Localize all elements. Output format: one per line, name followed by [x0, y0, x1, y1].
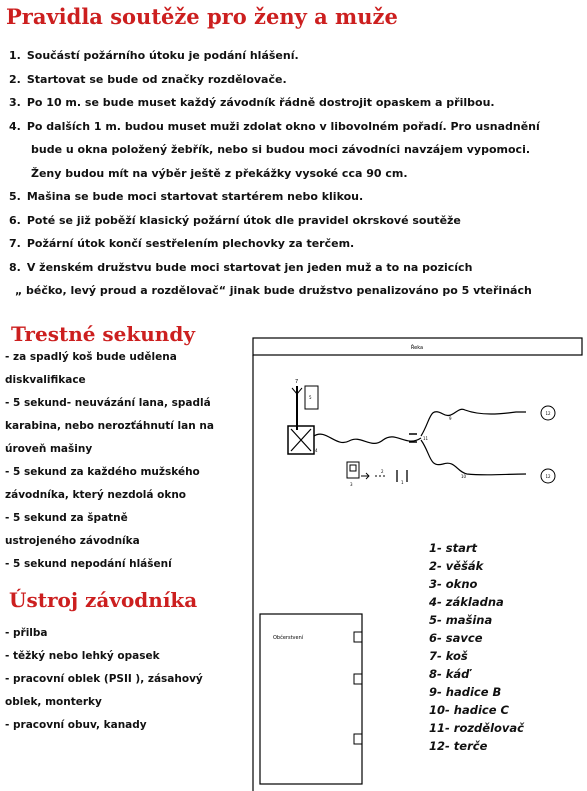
diagram-legend [429, 539, 524, 755]
rule-item [9, 232, 581, 256]
mark-label: 10 [461, 474, 467, 479]
rule-number: 4. [9, 119, 21, 133]
hose-c-lower [421, 440, 526, 475]
rule-number: 6. [9, 213, 21, 227]
door-icon [354, 674, 362, 684]
mark-label: 1 [401, 480, 404, 485]
rule-continuation: Ženy budou mít na výběr ještě z překážky vysoké cca 90 cm. [31, 166, 408, 180]
penalty-line: karabina, nebo nerozťáhnutí lan na [5, 420, 214, 432]
rule-text: Startovat se bude od značky rozdělovače. [26, 72, 287, 86]
penalty-line: ustrojeného závodníka [5, 535, 140, 547]
legend-item: 5- mašina [429, 613, 493, 627]
outfit-line: - těžký nebo lehký opasek [5, 650, 160, 662]
penalty-list [5, 346, 214, 576]
rule-number: 8. [9, 260, 21, 274]
penalty-line: - 5 sekund- neuvázání lana, spadlá [5, 397, 211, 409]
door-icon [354, 734, 362, 744]
window-pane [350, 465, 356, 471]
rule-text: Požární útok končí sestřelením plechovky za terčem. [26, 237, 355, 250]
penalty-line: - za spadlý koš bude udělena [5, 351, 177, 363]
rule-number: 2. [9, 72, 21, 86]
rule-item [9, 44, 581, 68]
legend-item: 9- hadice B [429, 685, 502, 699]
legend-item: 7- koš [429, 649, 468, 663]
rule-number: 5. [9, 190, 21, 203]
rule-text: Mašina se bude moci startovat startérem nebo klikou. [26, 190, 364, 203]
legend-item: 2- věšák [429, 559, 484, 573]
rule-item [9, 256, 581, 280]
legend-item: 1- start [429, 541, 478, 555]
legend-item: 3- okno [429, 577, 478, 591]
page-title: Pravidla soutěže pro ženy a muže [6, 4, 398, 29]
rule-item [9, 115, 581, 139]
legend-item: 10- hadice C [429, 703, 509, 717]
mark-label: 12 [545, 474, 551, 479]
pump-icon [291, 429, 311, 451]
rule-continuation: „ béčko, levý proud a rozdělovač“ jinak bude družstvo penalizováno po 5 vteřinách [15, 284, 532, 297]
rule-text: Součástí požárního útoku je podání hlášení. [26, 49, 299, 62]
refreshment-label: Občerstvení [273, 635, 304, 641]
mark-label: 4 [315, 448, 318, 453]
course-diagram [251, 336, 585, 791]
legend-item: 4- základna [429, 595, 504, 609]
outfit-line: - pracovní oblek (PSII ), zásahový [5, 673, 203, 685]
mark-label: 12 [545, 411, 551, 416]
outfit-heading: Ústroj závodníka [9, 588, 198, 612]
rule-text: V ženském družstvu bude moci startovat jen jeden muž a to na pozicích [26, 260, 473, 274]
mark-label: 5 [309, 395, 312, 400]
rule-item [9, 185, 581, 209]
river-label: Řeka [410, 345, 424, 351]
mark-label: 11 [423, 436, 429, 441]
rule-item [9, 209, 581, 233]
hose-b [314, 434, 421, 443]
outfit-list [5, 622, 203, 737]
mark-label: 2 [381, 469, 384, 474]
penalty-line: úroveň mašiny [5, 443, 93, 455]
outfit-line: - přilba [5, 627, 48, 639]
legend-item: 11- rozdělovač [429, 721, 524, 735]
mark-label: 3 [350, 482, 353, 487]
rule-continuation: bude u okna položený žebřík, nebo si budou moci závodníci navzájem vypomoci. [31, 143, 531, 156]
outfit-line: oblek, monterky [5, 696, 102, 708]
rule-item [9, 91, 581, 115]
legend-item: 6- savce [429, 631, 483, 645]
penalty-line: závodníka, který nezdolá okno [5, 489, 187, 501]
rule-number: 7. [9, 237, 21, 250]
rule-number: 1. [9, 49, 21, 62]
penalty-heading: Trestné sekundy [11, 322, 195, 346]
window-icon [347, 462, 359, 478]
mark-label: 9 [449, 416, 452, 421]
rule-text: Po dalších 1 m. budou muset muži zdolat okno v libovolném pořadí. Pro usnadnění [26, 119, 540, 133]
mark-label: 7 [295, 379, 299, 385]
arrow-icon [361, 473, 369, 479]
rules-list [9, 44, 581, 303]
hose-c-upper [421, 409, 526, 436]
legend-item: 8- káď [429, 667, 470, 681]
penalty-line: - 5 sekund za každého mužského [5, 466, 200, 478]
rule-number: 3. [9, 96, 21, 109]
rule-text: Poté se již poběží klasický požární útok dle pravidel okrskové soutěže [26, 213, 461, 227]
door-icon [354, 632, 362, 642]
penalty-line: diskvalifikace [5, 374, 86, 386]
rule-item [9, 68, 581, 92]
penalty-line: - 5 sekund za špatně [5, 512, 128, 524]
legend-item: 12- terče [429, 739, 488, 753]
rule-text: Po 10 m. se bude muset každý závodník řádně dostrojit opaskem a přilbou. [26, 96, 495, 109]
penalty-line: - 5 sekund nepodání hlášení [5, 558, 172, 570]
outfit-line: - pracovní obuv, kanady [5, 719, 147, 731]
